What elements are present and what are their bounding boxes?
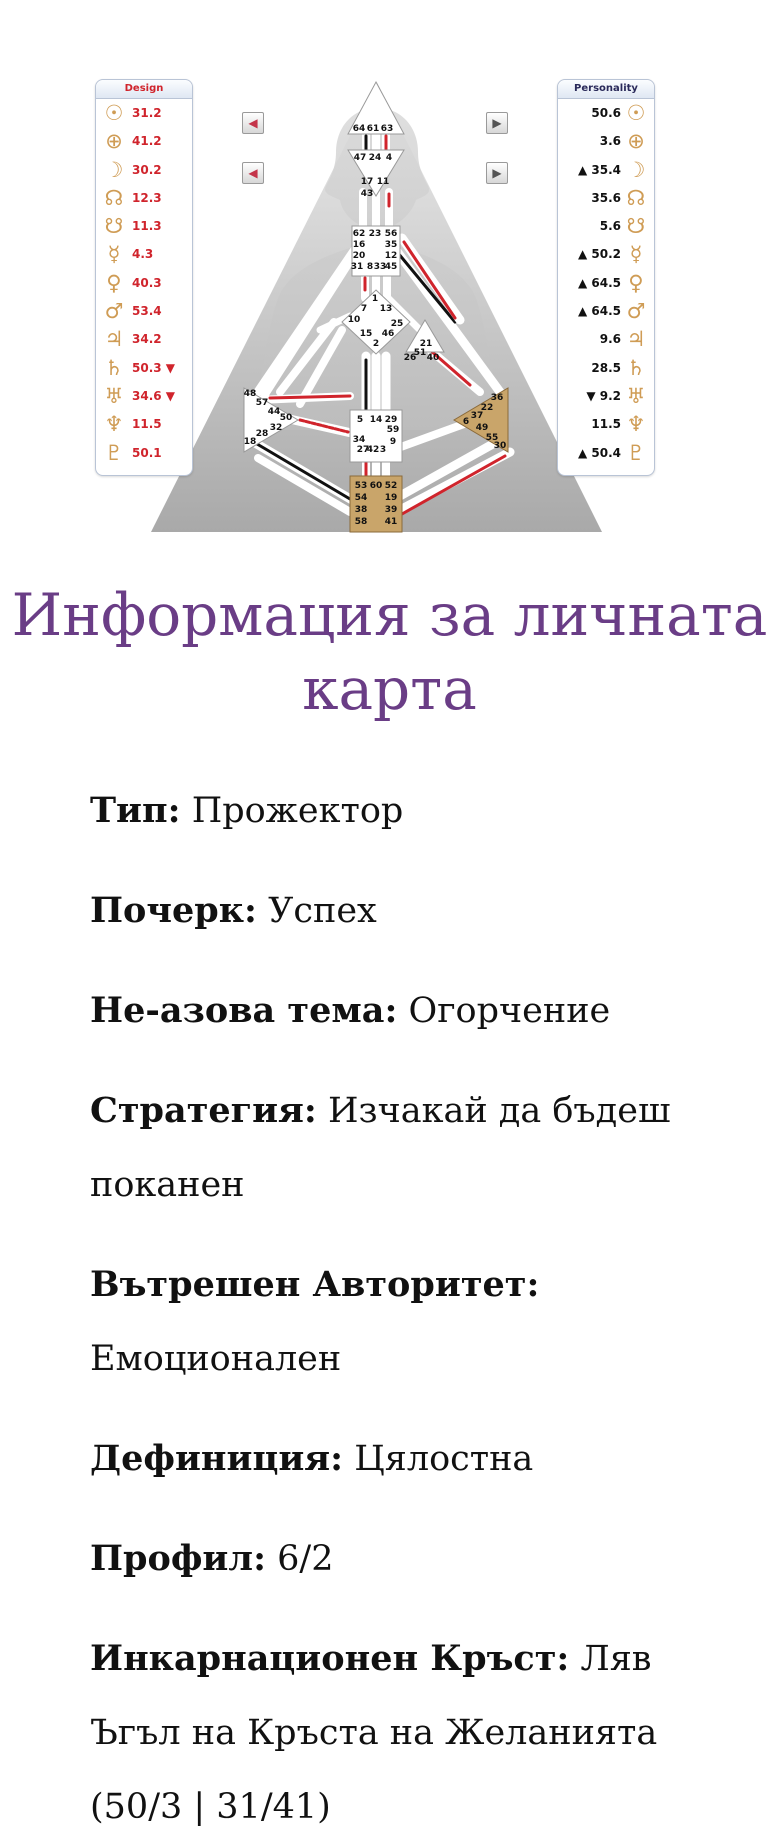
- personality-row: [558, 127, 654, 155]
- gate-heart-label: 40: [426, 353, 440, 363]
- design-panel-title: Design: [96, 80, 192, 99]
- gate-throat-label: 8: [366, 262, 374, 272]
- info-strategy-value: Изчакай да бъдеш поканен: [90, 1091, 671, 1205]
- info-type: Тип: Прожектор: [90, 790, 404, 831]
- gate-throat-label: 45: [384, 262, 398, 272]
- gate-g-label: 46: [381, 329, 395, 339]
- design-row: [96, 99, 192, 127]
- gate-throat-label: 23: [368, 229, 382, 239]
- gate-sacral-label: 29: [384, 415, 398, 425]
- gate-heart-label: 21: [419, 339, 433, 349]
- gate-root-label: 53: [354, 481, 368, 491]
- personality-gate-value: 5.6: [599, 219, 621, 234]
- gate-throat-label: 31: [350, 262, 364, 272]
- gate-g-label: 25: [390, 319, 404, 329]
- design-row: [96, 269, 192, 297]
- design-row: [96, 240, 192, 268]
- personality-gate-value: ▲ 64.5: [577, 275, 621, 290]
- gate-throat-label: 20: [352, 251, 366, 261]
- personality-row: [558, 156, 654, 184]
- gate-throat-label: 12: [384, 251, 398, 261]
- gate-sacral-label: 59: [386, 425, 400, 435]
- personality-row: [558, 297, 654, 325]
- design-row: [96, 127, 192, 155]
- design-row: [96, 297, 192, 325]
- personality-row: [558, 212, 654, 240]
- gate-root-label: 58: [354, 517, 368, 527]
- personality-gate-value: ▼ 9.2: [586, 388, 621, 403]
- personality-gate-value: 3.6: [599, 134, 621, 149]
- earth-icon: ⊕: [627, 129, 645, 154]
- personality-panel-title: Personality: [558, 80, 654, 99]
- personality-row: [558, 184, 654, 212]
- design-gate-value: 11.3: [132, 219, 162, 234]
- gate-root-label: 39: [384, 505, 398, 515]
- info-incarnation-cross: Инкарнационен Кръст: Ляв Ъгъл на Кръста на Желанията (50/3 | 31/41): [90, 1638, 658, 1827]
- info-profile-value: 6/2: [277, 1539, 334, 1579]
- north-node-icon: ☊: [104, 185, 124, 210]
- personality-row: [558, 240, 654, 268]
- gate-head-label: 63: [380, 124, 394, 134]
- earth-icon: ⊕: [105, 129, 123, 154]
- gate-spleen-label: 48: [243, 389, 257, 399]
- bodygraph-chart: [0, 0, 779, 540]
- sun-icon: ☉: [104, 101, 124, 125]
- gate-solar_plexus-label: 37: [470, 411, 484, 421]
- gate-sacral-label: 27: [356, 445, 370, 455]
- personality-gate-value: 11.5: [591, 417, 621, 432]
- prev-design-arrow-bottom[interactable]: ◀: [242, 162, 264, 184]
- next-personality-arrow-bottom[interactable]: ▶: [486, 162, 508, 184]
- info-authority: Вътрешен Авторитет: Емоционален: [90, 1264, 540, 1379]
- design-gate-value: 34.6 ▼: [132, 388, 176, 403]
- venus-icon: ♀: [106, 270, 122, 295]
- info-not-self-theme-label: Не-азова тема: [90, 990, 385, 1031]
- gate-root-label: 52: [384, 481, 398, 491]
- gate-solar_plexus-label: 55: [485, 433, 499, 443]
- info-signature-label: Почерк: [90, 890, 245, 931]
- info-title: Информация за личната карта: [11, 581, 768, 723]
- next-personality-arrow-top[interactable]: ▶: [486, 112, 508, 134]
- gate-g-label: 7: [360, 304, 368, 314]
- south-node-icon: ☋: [104, 214, 124, 239]
- personality-row: [558, 410, 654, 438]
- pluto-icon: ♇: [104, 440, 124, 465]
- info-signature: Почерк: Успех: [90, 890, 377, 931]
- gate-root-label: 41: [384, 517, 398, 527]
- info-type-value: Прожектор: [191, 791, 404, 831]
- gate-root-label: 38: [354, 505, 368, 515]
- gate-spleen-label: 32: [269, 423, 283, 433]
- saturn-icon: ♄: [626, 355, 646, 380]
- design-row: [96, 184, 192, 212]
- gate-ajna-label: 47: [353, 153, 367, 163]
- gate-g-label: 1: [371, 294, 379, 304]
- gate-g-label: 10: [347, 315, 361, 325]
- design-gate-value: 12.3: [132, 190, 162, 205]
- gate-head-label: 64: [352, 124, 366, 134]
- info-definition-label: Дефиниция: [90, 1438, 331, 1479]
- uranus-icon: ♅: [104, 383, 124, 408]
- design-row: [96, 156, 192, 184]
- gate-spleen-label: 28: [255, 429, 269, 439]
- design-gate-value: 53.4: [132, 304, 162, 319]
- gate-sacral-label: 9: [389, 437, 397, 447]
- info-definition-value: Цялостна: [354, 1439, 534, 1479]
- gate-sacral-label: 5: [356, 415, 364, 425]
- design-row: [96, 325, 192, 353]
- design-row: [96, 439, 192, 467]
- design-gate-value: 31.2: [132, 106, 162, 120]
- gate-heart-label: 26: [403, 353, 417, 363]
- info-incarnation-cross-label: Инкарнационен Кръст: [90, 1638, 557, 1679]
- design-gate-value: 34.2: [132, 332, 162, 347]
- uranus-icon: ♅: [626, 383, 646, 408]
- gate-g-label: 15: [359, 329, 373, 339]
- design-row: [96, 212, 192, 240]
- gate-solar_plexus-label: 36: [490, 393, 504, 403]
- gate-throat-label: 35: [384, 240, 398, 250]
- info-definition: Дефиниция: Цялостна: [90, 1438, 534, 1479]
- design-gate-value: 40.3: [132, 275, 162, 290]
- personality-row: [558, 99, 654, 127]
- personality-gate-value: ▲ 35.4: [577, 162, 621, 177]
- gate-throat-label: 62: [352, 229, 366, 239]
- personality-row: [558, 354, 654, 382]
- gate-ajna-label: 11: [376, 177, 390, 187]
- gate-heart-label: 51: [413, 348, 427, 358]
- personality-panel: [557, 79, 655, 476]
- gate-sacral-label: 3: [379, 445, 387, 455]
- personality-row: [558, 439, 654, 467]
- personality-row: [558, 269, 654, 297]
- gate-ajna-label: 4: [385, 153, 393, 163]
- gate-throat-label: 56: [384, 229, 398, 239]
- jupiter-icon: ♃: [626, 327, 646, 352]
- gate-spleen-label: 44: [267, 407, 281, 417]
- prev-design-arrow-top[interactable]: ◀: [242, 112, 264, 134]
- moon-icon: ☽: [104, 157, 124, 182]
- gate-spleen-label: 18: [243, 437, 257, 447]
- design-gate-value: 41.2: [132, 134, 162, 149]
- gate-root-label: 54: [354, 493, 368, 503]
- gate-sacral-label: 14: [369, 415, 383, 425]
- design-gate-value: 11.5: [132, 417, 162, 432]
- gate-ajna-label: 43: [360, 189, 374, 199]
- gate-g-label: 2: [372, 339, 380, 349]
- personality-gate-value: 9.6: [599, 332, 621, 347]
- info-incarnation-cross-value: Ляв Ъгъл на Кръста на Желанията (50/3 | 31/41): [90, 1639, 658, 1827]
- gate-spleen-label: 50: [279, 413, 293, 423]
- gate-sacral-label: 42: [366, 445, 380, 455]
- gate-throat-label: 33: [373, 262, 387, 272]
- info-strategy-label: Стратегия: [90, 1090, 304, 1131]
- gate-solar_plexus-label: 22: [480, 403, 494, 413]
- personality-gate-value: ▲ 50.4: [577, 445, 621, 460]
- info-signature-value: Успех: [268, 891, 377, 931]
- gate-solar_plexus-label: 6: [462, 417, 470, 427]
- gate-solar_plexus-label: 49: [475, 423, 489, 433]
- info-type-label: Тип: [90, 790, 168, 831]
- venus-icon: ♀: [628, 270, 644, 295]
- north-node-icon: ☊: [626, 185, 646, 210]
- south-node-icon: ☋: [626, 214, 646, 239]
- design-gate-value: 30.2: [132, 162, 162, 177]
- design-gate-value: 4.3: [132, 247, 154, 262]
- mercury-icon: ☿: [107, 242, 121, 267]
- neptune-icon: ♆: [626, 412, 646, 437]
- design-panel: [95, 79, 193, 476]
- pluto-icon: ♇: [626, 440, 646, 465]
- personality-gate-value: 28.5: [591, 360, 621, 375]
- mars-icon: ♂: [104, 299, 124, 324]
- personality-gate-value: 35.6: [591, 190, 621, 205]
- info-authority-value: Емоционален: [90, 1339, 342, 1379]
- gate-spleen-label: 57: [255, 398, 269, 408]
- gate-root-label: 60: [369, 481, 383, 491]
- personality-row: [558, 325, 654, 353]
- info-authority-label: Вътрешен Авторитет: [90, 1264, 527, 1305]
- jupiter-icon: ♃: [104, 327, 124, 352]
- personality-gate-value: ▲ 64.5: [577, 304, 621, 319]
- info-profile-label: Профил: [90, 1538, 254, 1579]
- info-strategy: Стратегия: Изчакай да бъдеш поканен: [90, 1090, 671, 1205]
- gate-ajna-label: 17: [360, 177, 374, 187]
- design-gate-value: 50.1: [132, 445, 162, 460]
- gate-g-label: 13: [379, 304, 393, 314]
- info-not-self-theme-value: Огорчение: [408, 991, 611, 1031]
- mars-icon: ♂: [626, 299, 646, 324]
- design-gate-value: 50.3 ▼: [132, 360, 176, 375]
- sun-icon: ☉: [626, 101, 646, 125]
- personality-gate-value: 50.6: [591, 106, 621, 120]
- gate-throat-label: 16: [352, 240, 366, 250]
- gate-sacral-label: 34: [352, 435, 366, 445]
- personality-row: [558, 382, 654, 410]
- saturn-icon: ♄: [104, 355, 124, 380]
- mercury-icon: ☿: [629, 242, 643, 267]
- gate-solar_plexus-label: 30: [493, 441, 507, 451]
- gate-ajna-label: 24: [368, 153, 382, 163]
- neptune-icon: ♆: [104, 412, 124, 437]
- info-profile: Профил: 6/2: [90, 1538, 334, 1579]
- design-row: [96, 410, 192, 438]
- design-row: [96, 382, 192, 410]
- gate-head-label: 61: [366, 124, 380, 134]
- moon-icon: ☽: [626, 157, 646, 182]
- personality-gate-value: ▲ 50.2: [577, 247, 621, 262]
- gate-root-label: 19: [384, 493, 398, 503]
- info-not-self-theme: Не-азова тема: Огорчение: [90, 990, 611, 1031]
- design-row: [96, 354, 192, 382]
